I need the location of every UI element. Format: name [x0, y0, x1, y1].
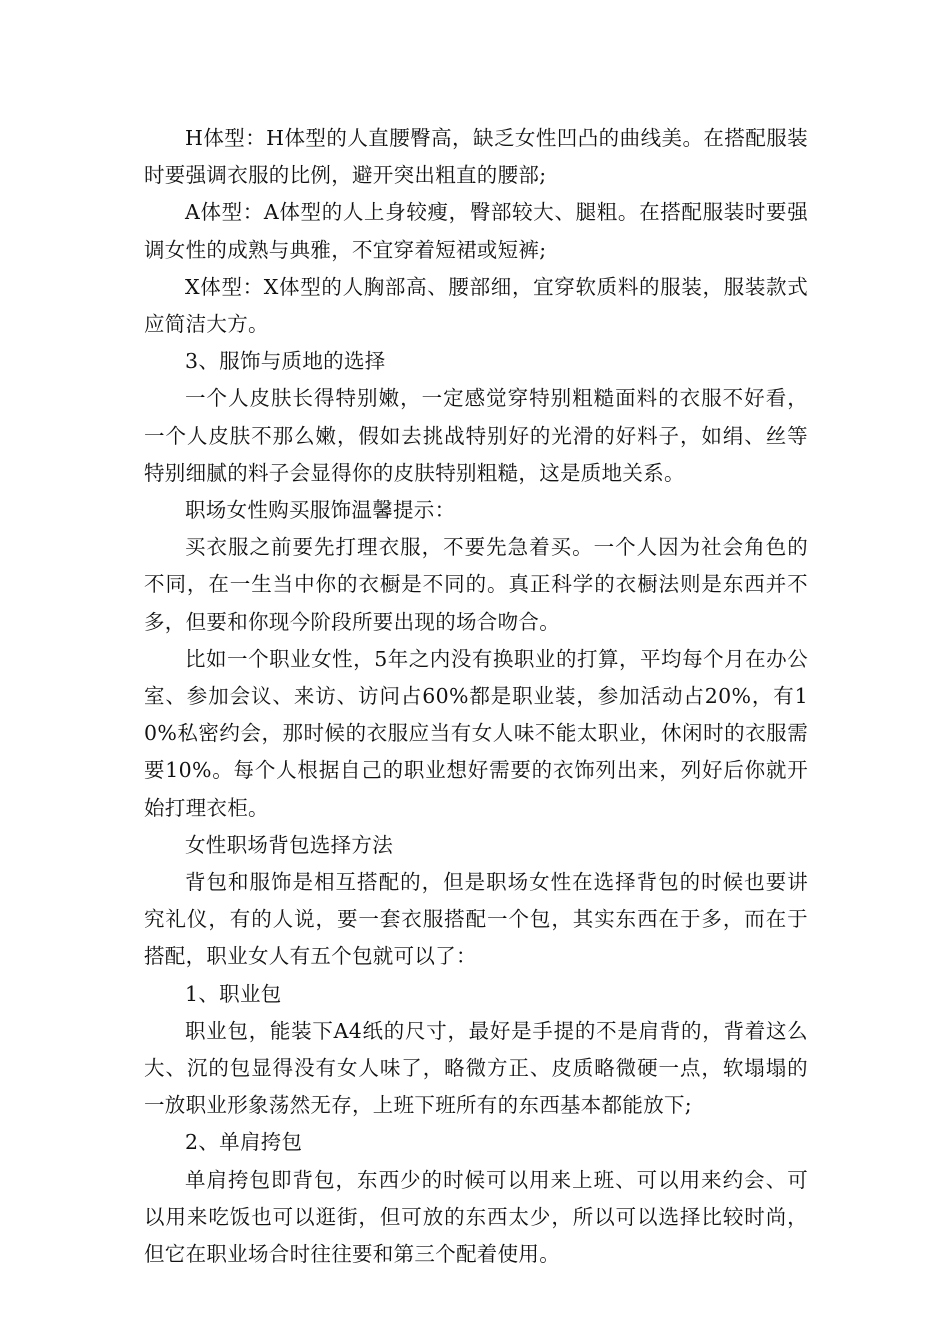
subheading-shoulder-bag: 2、单肩挎包 — [185, 1130, 303, 1155]
paragraph-work-bag: 职业包，能装下A4纸的尺寸，最好是手提的不是肩背的，背着这么大、沉的包显得没有女人味了，略微方正、皮质略微硬一点，软塌塌的一放职业形象荡然无存，上班下班所有的东西基本都能放下; — [144, 1018, 808, 1118]
paragraph-tips-example: 比如一个职业女性，5年之内没有换职业的打算，平均每个月在办公室、参加会议、来访、访问占60%都是职业装，参加活动占20%，有10%私密约会，那时候的衣服应当有女人味不能太职业，休闲时的衣服需要10%。每个人根据自己的职业想好需要的衣饰列出来，列好后你就开始打理衣柜。 — [144, 646, 808, 820]
paragraph-tips-wardrobe: 买衣服之前要先打理衣服，不要先急着买。一个人因为社会角色的不同，在一生当中你的衣橱是不同的。真正科学的衣橱法则是东西并不多，但要和你现今阶段所要出现的场合吻合。 — [144, 535, 808, 634]
subheading-work-bag: 1、职业包 — [185, 981, 282, 1006]
document-body — [144, 120, 808, 1273]
paragraph-h-body-type: H体型：H体型的人直腰臀高，缺乏女性凹凸的曲线美。在搭配服装时要强调衣服的比例，避开突出粗直的腰部; — [144, 126, 808, 188]
section-heading-tips: 职场女性购买服饰温馨提示： — [185, 498, 456, 523]
section-heading-bags: 女性职场背包选择方法 — [185, 832, 393, 857]
paragraph-shoulder-bag: 单肩挎包即背包，东西少的时候可以用来上班、可以用来约会、可以用来吃饭也可以逛街，但可放的东西太少，所以可以选择比较时尚，但它在职业场合时往往要和第三个配着使用。 — [144, 1167, 808, 1267]
paragraph-x-body-type: X体型：X体型的人胸部高、腰部细，宜穿软质料的服装，服装款式应简洁大方。 — [144, 274, 808, 337]
paragraph-texture: 一个人皮肤长得特别嫩，一定感觉穿特别粗糙面料的衣服不好看，一个人皮肤不那么嫩，假如去挑战特别好的光滑的好料子，如绢、丝等特别细腻的料子会显得你的皮肤特别粗糙，这是质地关系。 — [144, 386, 808, 485]
section-heading-texture: 3、服饰与质地的选择 — [185, 349, 386, 374]
paragraph-a-body-type: A体型：A体型的人上身较瘦，臀部较大、腿粗。在搭配服装时要强调女性的成熟与典雅，不宜穿着短裙或短裤; — [144, 200, 808, 262]
paragraph-bags-intro: 背包和服饰是相互搭配的，但是职场女性在选择背包的时候也要讲究礼仪，有的人说，要一套衣服搭配一个包，其实东西在于多，而在于搭配，职业女人有五个包就可以了： — [144, 870, 808, 969]
